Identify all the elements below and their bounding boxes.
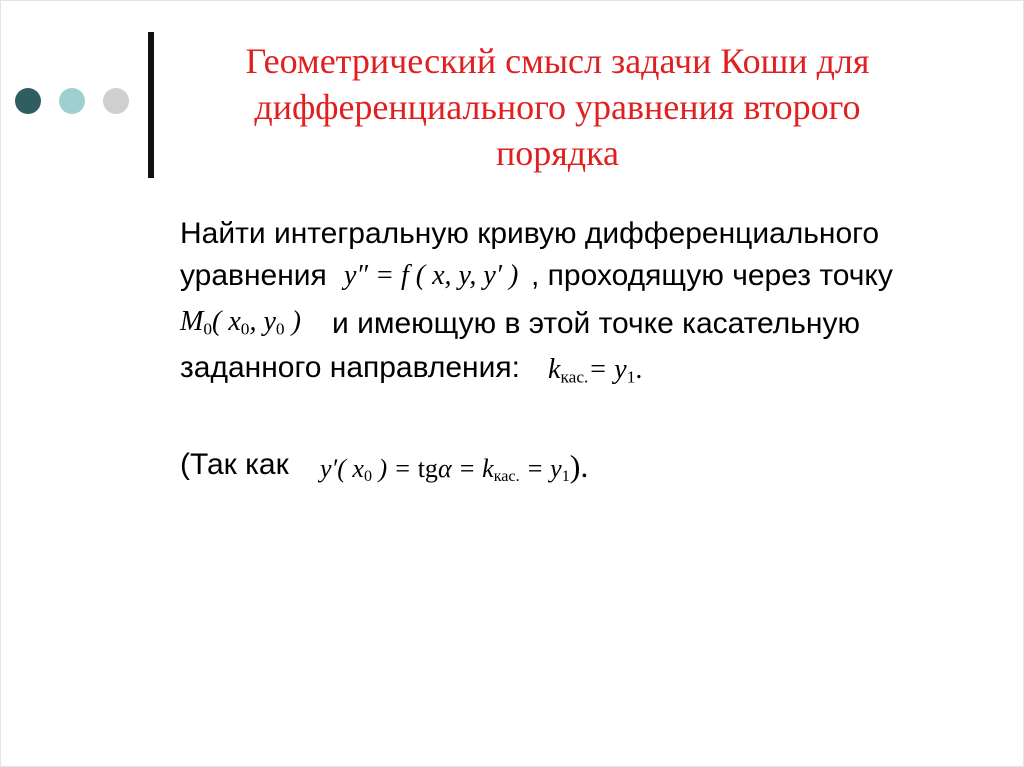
title-line-2: дифференциального уравнения второго	[254, 87, 861, 127]
equation-ode-rhs: = f ( x, y, y′ )	[375, 260, 519, 291]
slope-period: .	[635, 354, 643, 385]
slope-rhs-sub: 1	[626, 367, 636, 387]
tangent-b: ) =	[372, 454, 418, 483]
title-line-1: Геометрический смысл задачи Коши для	[245, 41, 870, 81]
tangent-c-sub: кас.	[493, 468, 520, 486]
equation-ode	[344, 261, 518, 291]
point-m-sub: 0	[203, 319, 213, 339]
point-m: M	[180, 306, 204, 337]
point-x-sub: 0	[240, 319, 250, 339]
point-y: , y	[249, 306, 276, 337]
body-line-1: Найти интегральную кривую дифференциального	[180, 217, 880, 250]
point-y-sub: 0	[275, 319, 285, 339]
tangent-c: = k	[451, 454, 494, 483]
tangent-a-sub: 0	[363, 468, 372, 486]
point-close: )	[284, 306, 301, 337]
equation-ode-lhs: y″	[344, 260, 369, 291]
equation-slope	[548, 355, 642, 392]
point-m0	[180, 307, 301, 344]
slope-k-sub: кас.	[560, 367, 589, 387]
body-line-5-start: (Так как	[180, 448, 289, 481]
tangent-a: y′( x	[320, 454, 364, 483]
slide-title	[185, 38, 930, 176]
bullet-dot-teal	[59, 88, 85, 114]
slope-k: k	[548, 354, 561, 385]
tangent-d: = y	[519, 454, 562, 483]
body-line-2-end: , проходящую через точку	[531, 259, 893, 292]
equation-tangent	[320, 448, 589, 492]
body-line-2-start: уравнения	[180, 259, 327, 292]
title-line-3: порядка	[495, 133, 620, 173]
bullet-dot-dark	[15, 88, 41, 114]
point-args: ( x	[212, 306, 241, 337]
tangent-close: ).	[569, 448, 589, 484]
body-line-3-end: и имеющую в этой точке касательную	[332, 307, 860, 340]
slope-rhs: = y	[588, 354, 627, 385]
tangent-d-sub: 1	[561, 468, 570, 486]
tangent-tg: tg	[417, 454, 438, 483]
tangent-alpha: α	[437, 454, 452, 483]
vertical-divider	[148, 32, 154, 178]
body-line-4: заданного направления:	[180, 351, 520, 384]
bullet-dot-gray	[103, 88, 129, 114]
